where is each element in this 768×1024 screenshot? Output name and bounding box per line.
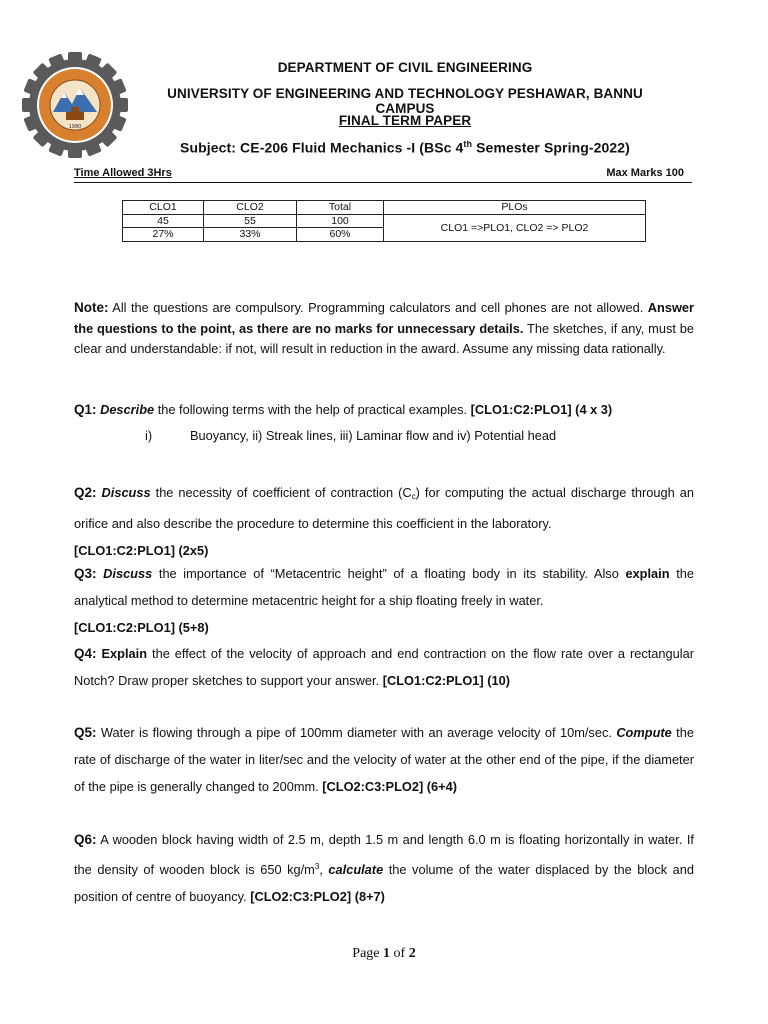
paper-title: FINAL TERM PAPER [338,113,472,128]
note-text-2: The sketches, if any, must be clear and understandable: if not, will result in reduction in the award. Assume any missing data rationally. [74,320,694,356]
table-header-cell: Total [297,201,384,215]
plos-cell: CLO1 =>PLO1, CLO2 => PLO2 [384,214,646,241]
q5-label: Q5: [74,725,97,740]
table-header-cell: PLOs [384,201,646,215]
q4-label: Q4: [74,646,97,661]
question-5 [74,719,694,800]
q3-label: Q3: [74,566,97,581]
subject-line [140,139,670,156]
subject-suffix: Semester Spring-2022) [472,139,630,156]
q3-tag: [CLO1:C2:PLO1] (5+8) [74,620,209,635]
q6-text-2: , [319,862,329,877]
question-2 [74,479,694,564]
university-title: UNIVERSITY OF ENGINEERING AND TECHNOLOGY PESHAWAR, BANNU CAMPUS [167,86,643,116]
q6-label: Q6: [74,832,97,847]
q2-tag: [CLO1:C2:PLO1] (2x5) [74,543,209,558]
q6-verb: calculate [328,862,384,877]
q2-label: Q2: [74,485,97,500]
q2-verb: Discuss [101,485,151,500]
q5-text-2: the rate of discharge of the water in liter/sec and the velocity of water at the other end of the pipe, if the diameter of the pipe is generally changed to 200mm. [74,725,694,794]
footer-page-word: Page [352,946,384,961]
time-allowed: Time Allowed 3Hrs [74,167,172,179]
q1-sub-number: i) [145,428,153,443]
max-marks: Max Marks 100 [606,167,684,179]
table-row [123,214,646,228]
page-footer [0,946,768,962]
note-bold-text: Answer the questions to the point, as there are no marks for unnecessary details. [74,300,694,336]
q5-text: Water is flowing through a pipe of 100mm diameter with an average velocity of 10m/sec. [96,725,617,740]
table-header-cell: CLO1 [123,201,204,215]
table-cell: 27% [123,228,204,242]
q2-subscript: c [411,492,416,501]
note-paragraph [74,298,694,360]
q6-text-3: the volume of the water displaced by the block and position of centre of buoyancy. [74,862,695,904]
footer-of-word: of [390,946,409,961]
time-marks-line [74,166,692,183]
question-3 [74,560,694,641]
table-cell: 60% [297,228,384,242]
q6-tag: [CLO2:C3:PLO2] (8+7) [250,889,385,904]
question-6 [74,826,694,910]
q3-text: the importance of “Metacentric height” of a floating body in its stability. Also [152,566,626,581]
logo-year: 1980 [68,124,82,130]
university-logo [22,52,128,158]
subject-prefix: Subject: CE-206 Fluid Mechanics -I (BSc 4 [180,139,464,156]
q2-text: the necessity of coefficient of contraction (C [150,485,412,500]
q5-tag: [CLO2:C3:PLO2] (6+4) [322,779,458,794]
q4-verb: Explain [101,646,148,661]
department-title: DEPARTMENT OF CIVIL ENGINEERING [277,60,533,75]
q2-text-2: ) for computing the actual discharge through an orifice and also describe the procedure to determine this coefficient in the laboratory. [74,485,695,531]
q1-tag: [CLO1:C2:PLO1] (4 x 3) [470,402,613,417]
q3-text-2: the analytical method to determine metacentric height for a ship floating freely in water. [74,566,694,608]
note-label: Note: [74,300,109,315]
question-4 [74,640,694,694]
clo-table [122,200,646,242]
table-cell: 100 [297,214,384,228]
footer-total-pages: 2 [408,946,416,961]
q6-superscript: 3 [314,862,320,871]
q5-verb: Compute [616,725,672,740]
q4-text: the effect of the velocity of approach and end contraction on the flow rate over a rectangular Notch? Draw proper sketches to support your answer. [74,646,694,688]
q1-label: Q1: [74,402,97,417]
subject-superscript: th [463,139,473,149]
q1-verb: Describe [100,402,155,417]
q4-tag: [CLO1:C2:PLO1] (10) [382,673,510,688]
q1-sub-text: Buoyancy, ii) Streak lines, iii) Laminar flow and iv) Potential head [190,428,557,443]
note-text: All the questions are compulsory. Programming calculators and cell phones are not allowed. [108,300,648,315]
table-header-row [123,201,646,215]
q6-text: A wooden block having width of 2.5 m, depth 1.5 m and length 6.0 m is floating horizontally in water. If the density of wooden block is 650 kg/m [74,832,694,877]
footer-current-page: 1 [383,946,391,961]
q3-verb-2: explain [625,566,670,581]
table-cell: 55 [204,214,297,228]
table-cell: 45 [123,214,204,228]
q1-subitem [145,428,556,443]
question-1 [74,400,694,421]
q1-text: the following terms with the help of practical examples. [154,402,471,417]
table-cell: 33% [204,228,297,242]
q3-verb: Discuss [103,566,153,581]
table-header-cell: CLO2 [204,201,297,215]
